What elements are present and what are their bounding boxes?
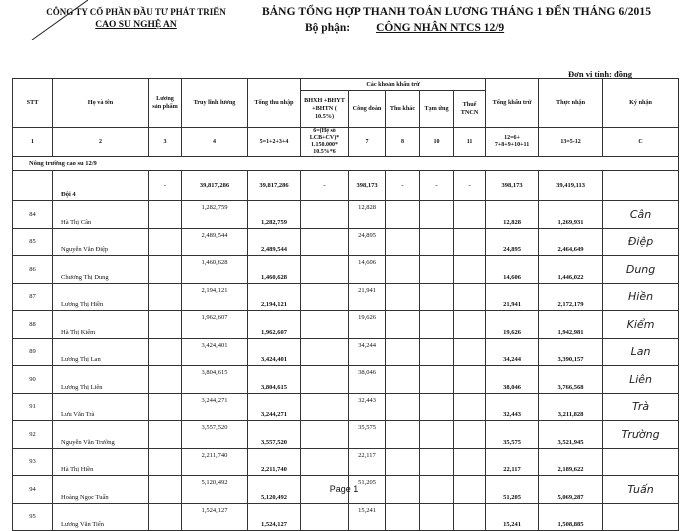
row-name: Lưu Văn Trà <box>53 393 149 421</box>
index-cell: 3 <box>149 128 182 157</box>
row-stt: 87 <box>13 283 53 311</box>
row-cong-doan: 38,046 <box>349 366 386 394</box>
row-tong-thu-nhap: 3,424,401 <box>248 338 301 366</box>
row-luong-san-pham <box>149 311 182 339</box>
index-cell: 7 <box>349 128 386 157</box>
row-luong-san-pham <box>149 448 182 476</box>
row-tong-khau-tru: 51,205 <box>486 476 539 504</box>
row-tam-ung <box>420 448 454 476</box>
header-tam-ung: Tạm ứng <box>420 91 454 128</box>
row-thuc-nhan: 3,521,945 <box>539 421 603 449</box>
row-tam-ung <box>420 421 454 449</box>
row-tong-khau-tru: 22,117 <box>486 448 539 476</box>
row-luong-san-pham <box>149 283 182 311</box>
index-cell: 10 <box>420 128 454 157</box>
group-ky-nhan <box>603 171 679 201</box>
row-truy-linh: 2,194,121 <box>182 283 248 311</box>
row-thue <box>454 503 486 531</box>
row-thu-khac <box>386 393 420 421</box>
row-luong-san-pham <box>149 256 182 284</box>
table-row <box>13 283 679 311</box>
row-stt: 93 <box>13 448 53 476</box>
row-name: Hoàng Ngọc Tuấn <box>53 476 149 504</box>
table-row <box>13 256 679 284</box>
row-tam-ung <box>420 201 454 229</box>
row-thue <box>454 256 486 284</box>
header-khau-tru-group: Các khoản khấu trừ <box>301 79 486 91</box>
group-tong-thu-nhap: 39,817,286 <box>248 171 301 201</box>
index-cell: 11 <box>454 128 486 157</box>
row-name: Hà Thị Cân <box>53 201 149 229</box>
row-bhxh <box>301 283 349 311</box>
row-tong-thu-nhap: 1,460,628 <box>248 256 301 284</box>
row-luong-san-pham <box>149 503 182 531</box>
row-stt: 84 <box>13 201 53 229</box>
row-tong-thu-nhap: 1,962,607 <box>248 311 301 339</box>
row-signature: Dung <box>603 256 679 284</box>
row-bhxh <box>301 366 349 394</box>
row-signature: Cân <box>603 201 679 229</box>
index-row <box>13 128 679 157</box>
row-thu-khac <box>386 421 420 449</box>
row-cong-doan: 51,205 <box>349 476 386 504</box>
row-thuc-nhan: 1,942,981 <box>539 311 603 339</box>
row-tong-thu-nhap: 2,489,544 <box>248 228 301 256</box>
table-row <box>13 366 679 394</box>
index-cell: 5=1+2+3+4 <box>248 128 301 157</box>
row-thuc-nhan: 3,211,828 <box>539 393 603 421</box>
department <box>305 22 504 34</box>
row-tam-ung <box>420 256 454 284</box>
row-thuc-nhan: 1,446,022 <box>539 256 603 284</box>
row-bhxh <box>301 503 349 531</box>
row-thuc-nhan: 1,269,931 <box>539 201 603 229</box>
row-thue <box>454 311 486 339</box>
row-thu-khac <box>386 366 420 394</box>
table-row <box>13 421 679 449</box>
currency-unit: Đơn vị tính: đồng <box>568 69 632 79</box>
row-thuc-nhan: 1,508,885 <box>539 503 603 531</box>
row-thue <box>454 283 486 311</box>
header-truy-linh: Truy lĩnh lương <box>182 79 248 128</box>
index-cell: 12=6+ 7+8+9+10+11 <box>486 128 539 157</box>
row-luong-san-pham <box>149 228 182 256</box>
row-tong-thu-nhap: 2,211,740 <box>248 448 301 476</box>
row-name: Nguyễn Văn Trường <box>53 421 149 449</box>
group-truy-linh: 39,817,286 <box>182 171 248 201</box>
payroll-table <box>12 78 679 531</box>
row-truy-linh: 3,424,401 <box>182 338 248 366</box>
index-cell: 2 <box>53 128 149 157</box>
row-name: Lương Thị Hiền <box>53 283 149 311</box>
header-tong-khau-tru: Tổng khấu trừ <box>486 79 539 128</box>
row-thuc-nhan: 5,069,287 <box>539 476 603 504</box>
row-bhxh <box>301 448 349 476</box>
group-bhxh: - <box>301 171 349 201</box>
row-truy-linh: 3,804,615 <box>182 366 248 394</box>
row-stt: 86 <box>13 256 53 284</box>
group-label: Đội 4 <box>53 171 149 201</box>
row-tam-ung <box>420 311 454 339</box>
row-luong-san-pham <box>149 421 182 449</box>
header-ky-nhan: Ký nhận <box>603 79 679 128</box>
row-thu-khac <box>386 448 420 476</box>
header-thuc-nhan: Thực nhận <box>539 79 603 128</box>
row-cong-doan: 22,117 <box>349 448 386 476</box>
document-title: BẢNG TỔNG HỢP THANH TOÁN LƯƠNG THÁNG 1 ĐẾN THÁNG 6/2015 <box>262 6 652 18</box>
index-cell: 6=(Hệ số LCB+CV)* 1.150.000* 10.5%*6 <box>301 128 349 157</box>
header-bhxh: BHXH +BHYT +BHTN ( 10.5%) <box>301 91 349 128</box>
row-signature: Kiểm <box>603 311 679 339</box>
index-cell: C <box>603 128 679 157</box>
header-thu-khac: Thu khác <box>386 91 420 128</box>
row-tong-thu-nhap: 5,120,492 <box>248 476 301 504</box>
group-cong-doan: 398,173 <box>349 171 386 201</box>
index-cell: 4 <box>182 128 248 157</box>
group-tong-khau-tru: 398,173 <box>486 171 539 201</box>
row-cong-doan: 24,895 <box>349 228 386 256</box>
row-tam-ung <box>420 338 454 366</box>
row-tong-thu-nhap: 2,194,121 <box>248 283 301 311</box>
row-thue <box>454 366 486 394</box>
row-tong-khau-tru: 12,828 <box>486 201 539 229</box>
row-stt: 94 <box>13 476 53 504</box>
row-stt: 88 <box>13 311 53 339</box>
row-signature <box>603 503 679 531</box>
row-thu-khac <box>386 283 420 311</box>
row-bhxh <box>301 311 349 339</box>
row-tong-thu-nhap: 1,524,127 <box>248 503 301 531</box>
group-row <box>13 171 679 201</box>
row-thu-khac <box>386 311 420 339</box>
department-value: CÔNG NHÂN NTCS 12/9 <box>376 22 505 34</box>
group-stt <box>13 171 53 201</box>
table-row <box>13 393 679 421</box>
row-signature: Liên <box>603 366 679 394</box>
row-tong-khau-tru: 34,244 <box>486 338 539 366</box>
row-thuc-nhan: 3,390,157 <box>539 338 603 366</box>
group-thue: - <box>454 171 486 201</box>
department-label: Bộ phận: <box>305 22 351 34</box>
table-row <box>13 448 679 476</box>
row-tong-thu-nhap: 3,804,615 <box>248 366 301 394</box>
table-row <box>13 338 679 366</box>
row-thu-khac <box>386 338 420 366</box>
row-stt: 91 <box>13 393 53 421</box>
row-signature: Trà <box>603 393 679 421</box>
row-truy-linh: 2,211,740 <box>182 448 248 476</box>
row-thue <box>454 393 486 421</box>
group-luong-san-pham: - <box>149 171 182 201</box>
row-tam-ung <box>420 503 454 531</box>
row-truy-linh: 1,282,759 <box>182 201 248 229</box>
row-stt: 85 <box>13 228 53 256</box>
row-thue <box>454 201 486 229</box>
row-thue <box>454 421 486 449</box>
row-tong-khau-tru: 24,895 <box>486 228 539 256</box>
header-name: Họ và tên <box>53 79 149 128</box>
header-luong-san-pham: Lương sản phẩm <box>149 79 182 128</box>
row-signature: Tuấn <box>603 476 679 504</box>
group-thuc-nhan: 39,419,113 <box>539 171 603 201</box>
index-cell: 1 <box>13 128 53 157</box>
row-luong-san-pham <box>149 393 182 421</box>
row-tam-ung <box>420 393 454 421</box>
row-thu-khac <box>386 256 420 284</box>
company-line-2: CAO SU NGHỆ AN <box>95 20 177 30</box>
table-row <box>13 311 679 339</box>
row-name: Hà Thị Kiểm <box>53 311 149 339</box>
row-bhxh <box>301 256 349 284</box>
row-tam-ung <box>420 366 454 394</box>
row-tong-khau-tru: 38,046 <box>486 366 539 394</box>
row-thu-khac <box>386 201 420 229</box>
row-thu-khac <box>386 228 420 256</box>
row-luong-san-pham <box>149 366 182 394</box>
row-tong-khau-tru: 15,241 <box>486 503 539 531</box>
section-label: Nông trường cao su 12/9 <box>13 157 679 171</box>
company-line-1: CÔNG TY CỔ PHẦN ĐẦU TƯ PHÁT TRIỂN <box>46 7 226 17</box>
row-name: Nguyễn Văn Điệp <box>53 228 149 256</box>
row-tong-thu-nhap: 3,557,520 <box>248 421 301 449</box>
row-name: Hà Thị Hiền <box>53 448 149 476</box>
row-tong-thu-nhap: 3,244,271 <box>248 393 301 421</box>
row-truy-linh: 2,489,544 <box>182 228 248 256</box>
row-cong-doan: 19,626 <box>349 311 386 339</box>
header-stt: STT <box>13 79 53 128</box>
row-thu-khac <box>386 503 420 531</box>
index-cell: 8 <box>386 128 420 157</box>
row-truy-linh: 3,244,271 <box>182 393 248 421</box>
row-cong-doan: 34,244 <box>349 338 386 366</box>
row-name: Lương Thị Liên <box>53 366 149 394</box>
row-cong-doan: 35,575 <box>349 421 386 449</box>
row-bhxh <box>301 201 349 229</box>
row-stt: 90 <box>13 366 53 394</box>
row-tam-ung <box>420 228 454 256</box>
row-luong-san-pham <box>149 338 182 366</box>
row-cong-doan: 15,241 <box>349 503 386 531</box>
row-signature: Điệp <box>603 228 679 256</box>
row-stt: 95 <box>13 503 53 531</box>
row-bhxh <box>301 338 349 366</box>
group-tam-ung: - <box>420 171 454 201</box>
row-cong-doan: 12,828 <box>349 201 386 229</box>
row-tong-khau-tru: 35,575 <box>486 421 539 449</box>
row-cong-doan: 14,606 <box>349 256 386 284</box>
row-thuc-nhan: 2,172,179 <box>539 283 603 311</box>
row-luong-san-pham <box>149 201 182 229</box>
table-row <box>13 228 679 256</box>
header-cong-doan: Công đoàn <box>349 91 386 128</box>
row-bhxh <box>301 228 349 256</box>
table-row <box>13 201 679 229</box>
row-tong-khau-tru: 32,443 <box>486 393 539 421</box>
row-tong-khau-tru: 14,606 <box>486 256 539 284</box>
row-tam-ung <box>420 283 454 311</box>
row-signature <box>603 448 679 476</box>
header-tong-thu-nhap: Tổng thu nhập <box>248 79 301 128</box>
section-row <box>13 157 679 171</box>
row-stt: 89 <box>13 338 53 366</box>
row-cong-doan: 32,443 <box>349 393 386 421</box>
row-signature: Hiền <box>603 283 679 311</box>
row-truy-linh: 1,962,607 <box>182 311 248 339</box>
row-signature: Lan <box>603 338 679 366</box>
row-tong-khau-tru: 19,626 <box>486 311 539 339</box>
row-bhxh <box>301 393 349 421</box>
header-thue: Thuế TNCN <box>454 91 486 128</box>
row-thuc-nhan: 2,189,622 <box>539 448 603 476</box>
group-thu-khac: - <box>386 171 420 201</box>
row-bhxh <box>301 421 349 449</box>
row-tong-khau-tru: 21,941 <box>486 283 539 311</box>
row-truy-linh: 5,120,492 <box>182 476 248 504</box>
row-truy-linh: 3,557,520 <box>182 421 248 449</box>
row-cong-doan: 21,941 <box>349 283 386 311</box>
row-thue <box>454 448 486 476</box>
row-signature: Trường <box>603 421 679 449</box>
row-thue <box>454 338 486 366</box>
row-truy-linh: 1,524,127 <box>182 503 248 531</box>
page-number: Page 1 <box>329 484 359 494</box>
row-tong-thu-nhap: 1,282,759 <box>248 201 301 229</box>
company-name <box>38 6 234 32</box>
row-name: Chương Thị Dung <box>53 256 149 284</box>
table-row <box>13 503 679 531</box>
row-truy-linh: 1,460,628 <box>182 256 248 284</box>
row-thue <box>454 228 486 256</box>
row-thuc-nhan: 3,766,568 <box>539 366 603 394</box>
index-cell: 13=5-12 <box>539 128 603 157</box>
row-name: Lương Thị Lan <box>53 338 149 366</box>
row-thuc-nhan: 2,464,649 <box>539 228 603 256</box>
row-name: Lương Văn Tiến <box>53 503 149 531</box>
row-stt: 92 <box>13 421 53 449</box>
